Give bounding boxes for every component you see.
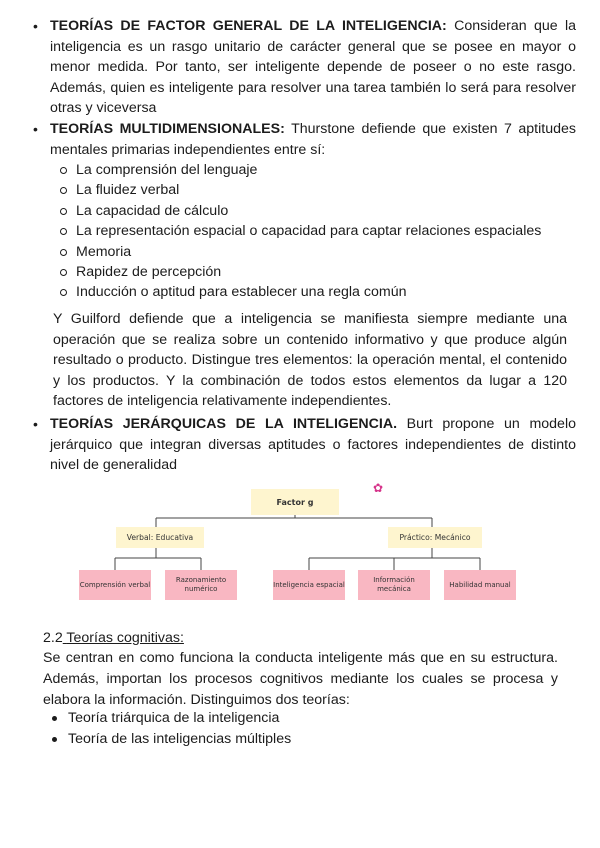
section-title: TEORÍAS JERÁRQUICAS DE LA INTELIGENCIA. [50,416,398,432]
list-item: La comprensión del lenguaje [60,160,560,180]
diagram-branch-verbal: Verbal: Educativa [116,527,204,548]
diagram-leaf: Razonamiento numérico [165,570,237,600]
list-item: La representación espacial o capacidad para captar relaciones espaciales [60,221,560,241]
bullet: • [33,416,38,432]
diagram-leaf: Inteligencia espacial [273,570,345,600]
section-title: TEORÍAS MULTIDIMENSIONALES: [50,121,285,137]
list-item: Inducción o aptitud para establecer una regla común [60,282,560,302]
bullet: • [33,18,38,34]
list-item: La capacidad de cálculo [60,201,560,221]
diagram-leaf: Habilidad manual [444,570,516,600]
list-item: Teoría triárquica de la inteligencia [52,708,291,729]
diagram-root-factor-g: Factor g [251,489,339,515]
section-multidimensionales: • TEORÍAS MULTIDIMENSIONALES: Thurstone defiende que existen 7 aptitudes mentales primarias independientes entre sí: [33,121,576,158]
heading-teorias-cognitivas: 2.2 Teorías cognitivas: [43,630,184,646]
list-item: Rapidez de percepción [60,262,560,282]
diagram-leaf: Información mecánica [358,570,430,600]
cognitivas-paragraph: Se centran en como funciona la conducta inteligente más que en su estructura. Además, importan los procesos cognitivos mediante los cuales se procesa y elabora la información. Distinguimos dos teorías: [43,650,558,708]
diagram-branch-practico: Práctico: Mecánico [388,527,482,548]
section-jerarquicas: • TEORÍAS JERÁRQUICAS DE LA INTELIGENCIA. Burt propone un modelo jerárquico que integran diversas aptitudes o factores independientes de distinto nivel de generalidad [33,416,576,474]
section-factor-general: • TEORÍAS DE FACTOR GENERAL DE LA INTELIGENCIA: Consideran que la inteligencia es un rasgo unitario de carácter general que se posee en mayor o menor medida. Por tanto, ser inteligente depende de poseer o no este rasgo. Además, quien es inteligente para resolver una tarea también lo será para resolver otras y viceversa [33,18,576,117]
diagram-leaf: Comprensión verbal [79,570,151,600]
section-title: TEORÍAS DE FACTOR GENERAL DE LA INTELIGENCIA: [50,18,447,34]
list-item: Memoria [60,242,560,262]
list-item: Teoría de las inteligencias múltiples [52,729,291,750]
aptitudes-list [60,160,560,303]
list-item: La fluidez verbal [60,180,560,200]
guilford-paragraph: Y Guilford defiende que a inteligencia se manifiesta siempre mediante una operación que se realiza sobre un contenido informativo y que produce algún resultado o producto. Distingue tres elementos: la operación mental, el contenido y los productos. Y la combinación de todos estos elementos da lugar a 120 factores de inteligencia relativamente independientes. [53,311,567,410]
bullet: • [33,121,38,137]
theories-list [52,708,291,750]
heart-doodle-icon: ✿ [373,481,384,495]
